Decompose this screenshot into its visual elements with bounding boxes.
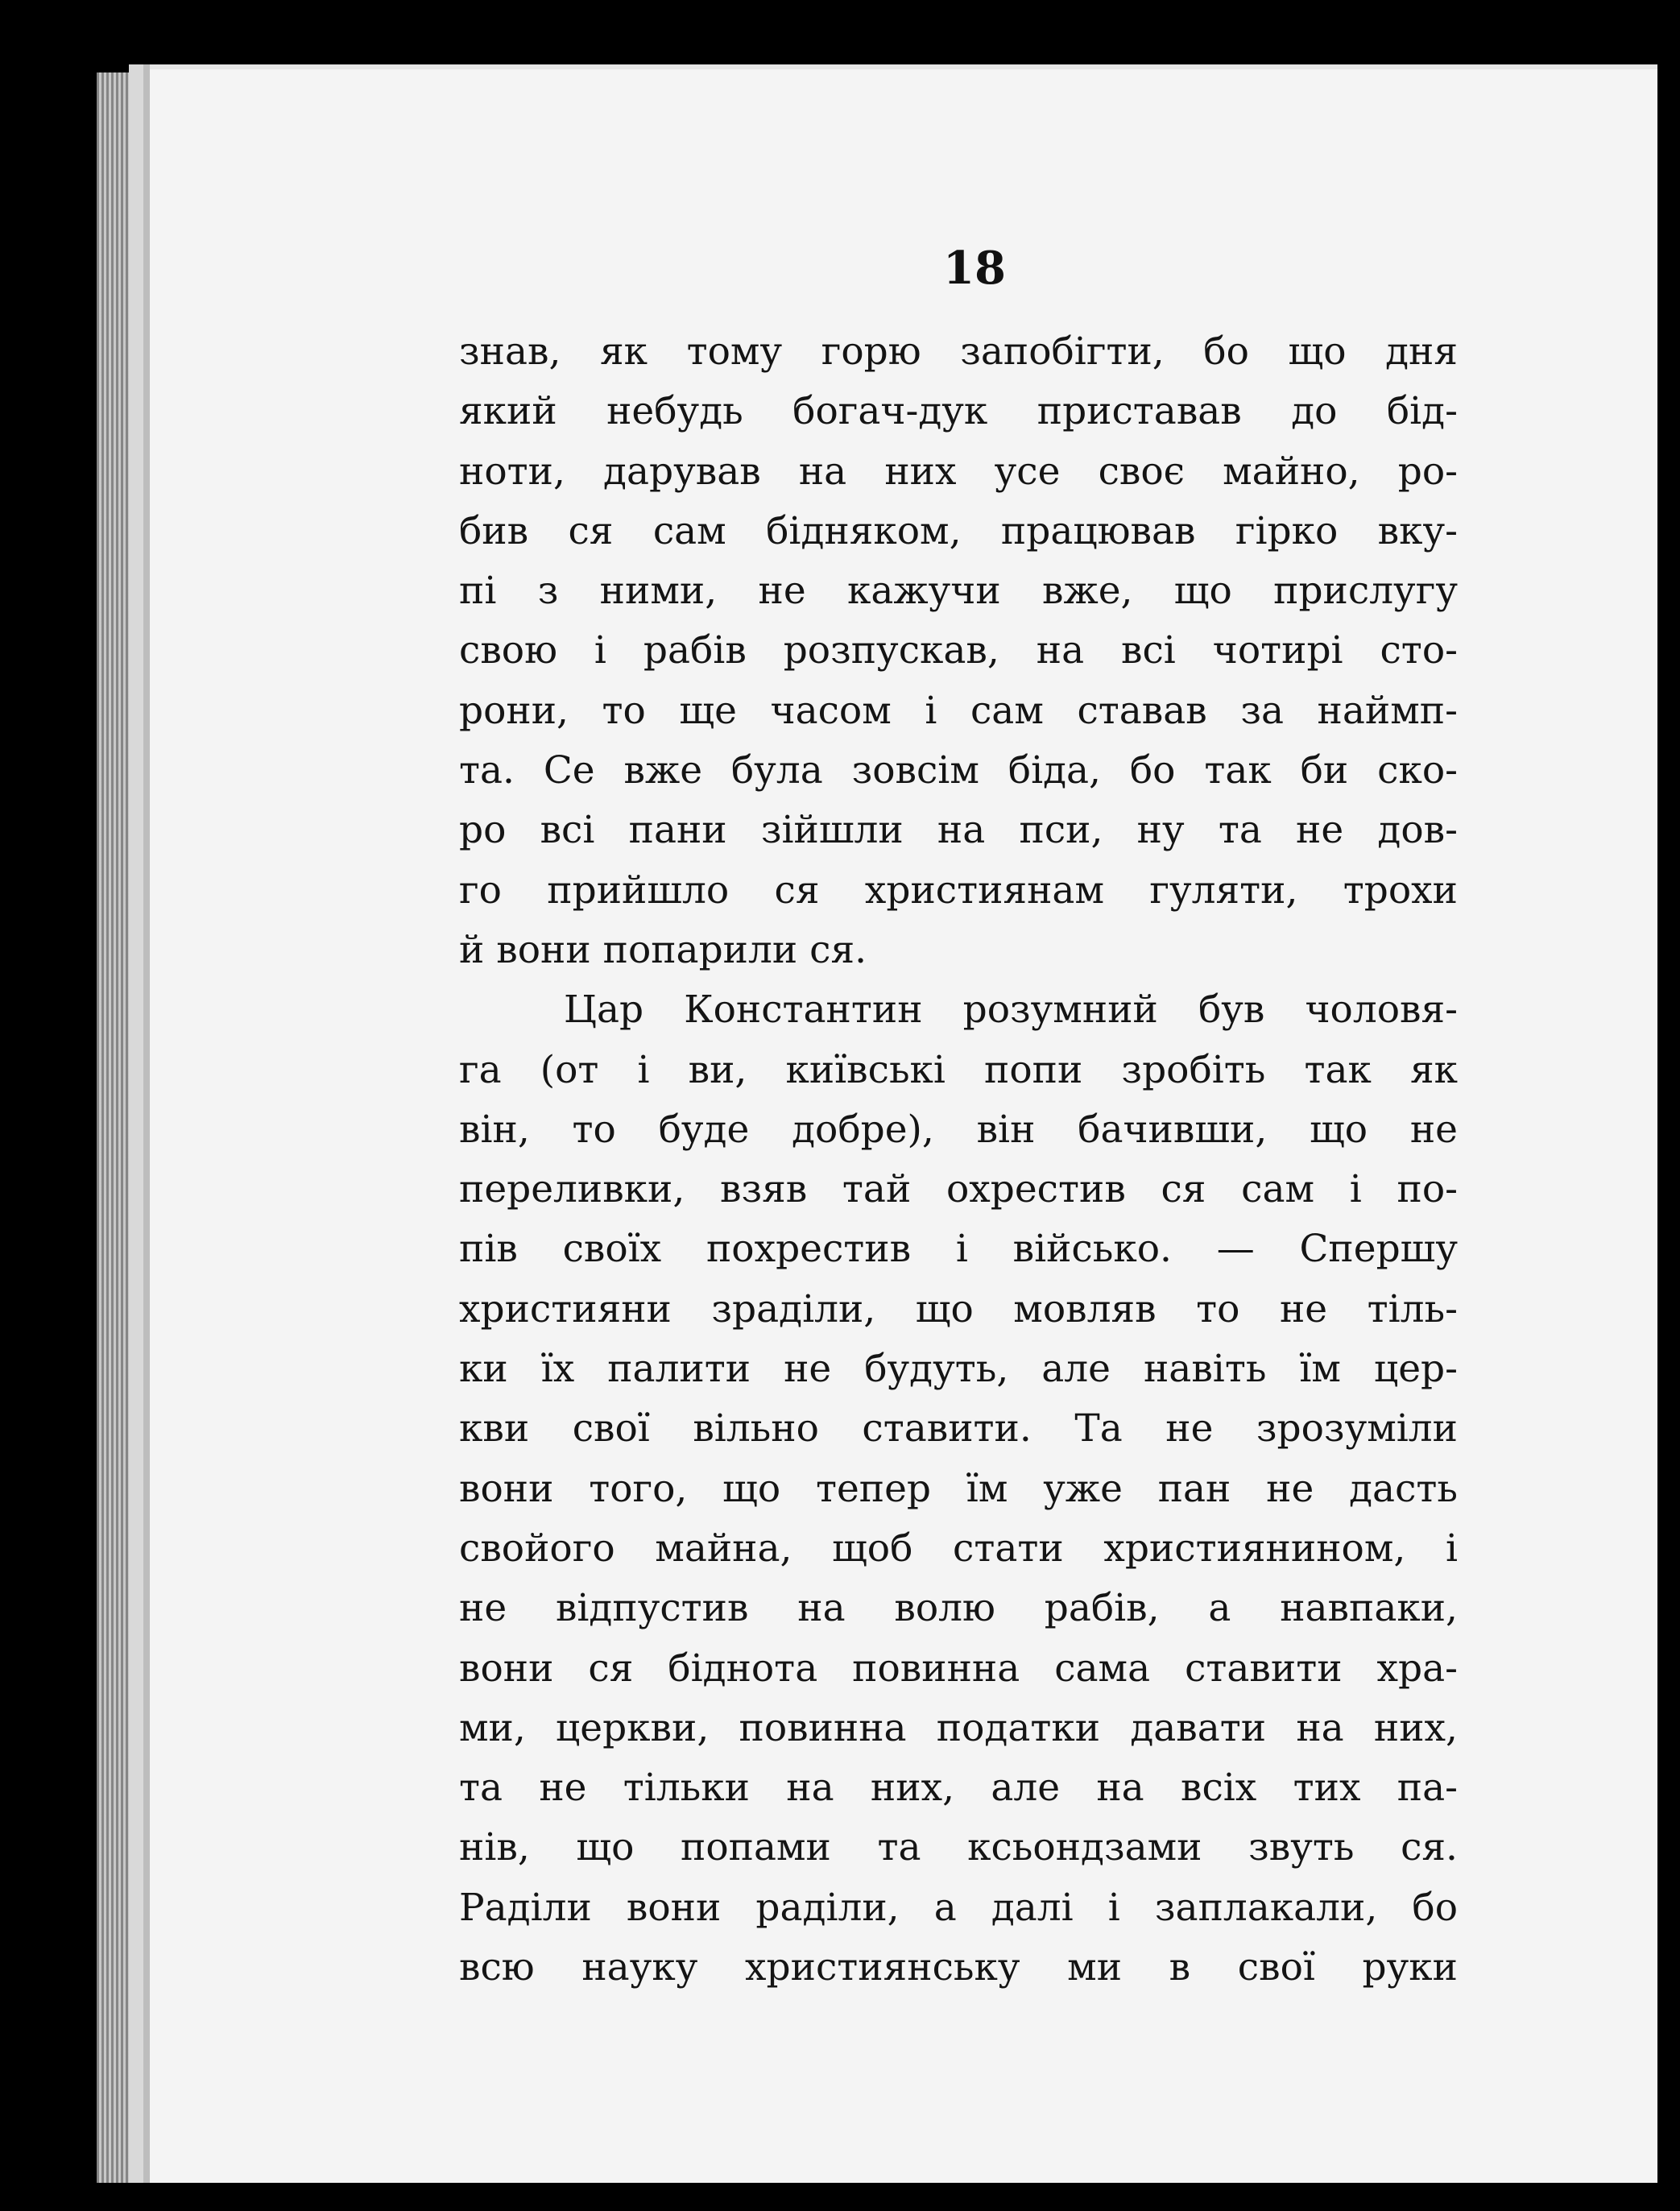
page-edge [97, 72, 129, 2183]
text-line: не відпустив на волю рабів, а навпаки, [459, 1586, 1458, 1631]
text-line: християни зраділи, що мовляв то не тіль- [459, 1286, 1458, 1331]
text-line: переливки, взяв тай охрестив ся сам і по- [459, 1167, 1458, 1212]
text-line: свою і рабів розпускав, на всі чотирі сто- [459, 628, 1458, 673]
text-line: пі з ними, не кажучи вже, що прислугу [459, 569, 1458, 614]
text-line: знав, як тому горю запобігти, бо що дня [459, 329, 1458, 374]
text-line: та не тільки на них, але на всіх тих па- [459, 1766, 1458, 1811]
text-line: кви свої вільно ставити. Та не зрозуміли [459, 1406, 1458, 1451]
body-text [459, 322, 1458, 1998]
text-line: рони, то ще часом і сам ставав за наймп- [459, 688, 1458, 733]
text-line: й вони попарили ся. [459, 927, 867, 972]
text-line: Раділи вони раділи, а далі і заплакали, бо [459, 1885, 1458, 1930]
text-line: він, то буде добре), він бачивши, що не [459, 1107, 1458, 1152]
text-line: вони ся біднота повинна сама ставити хра- [459, 1646, 1458, 1691]
text-line: ми, церкви, повинна податки давати на них, [459, 1705, 1458, 1750]
text-line: вони того, що тепер їм уже пан не дасть [459, 1466, 1458, 1511]
text-line: нів, що попами та ксьондзами звуть ся. [459, 1825, 1458, 1870]
text-line: ноти, дарував на них усе своє майно, ро- [459, 449, 1458, 494]
page-number: 18 [943, 242, 1006, 295]
text-line: го прийшло ся християнам гуляти, трохи [459, 867, 1458, 913]
text-line: та. Се вже була зовсім біда, бо так би ско- [459, 748, 1458, 793]
text-line: свойого майна, щоб стати християнином, і [459, 1526, 1458, 1571]
text-line: ро всі пани зійшли на пси, ну та не дов- [459, 808, 1458, 853]
text-line: пів своїх похрестив і військо. — Спершу [459, 1227, 1458, 1272]
text-line: всю науку християнську ми в свої руки [459, 1945, 1458, 1990]
text-line: бив ся сам бідняком, працював гірко вку- [459, 508, 1458, 553]
text-line: Цар Константин розумний був чоловя- [564, 987, 1458, 1033]
text-line: який небудь богач-дук приставав до бід- [459, 389, 1458, 434]
text-line: ки їх палити не будуть, але навіть їм цер- [459, 1347, 1458, 1392]
text-line: га (от і ви, київські попи зробіть так як [459, 1047, 1458, 1092]
